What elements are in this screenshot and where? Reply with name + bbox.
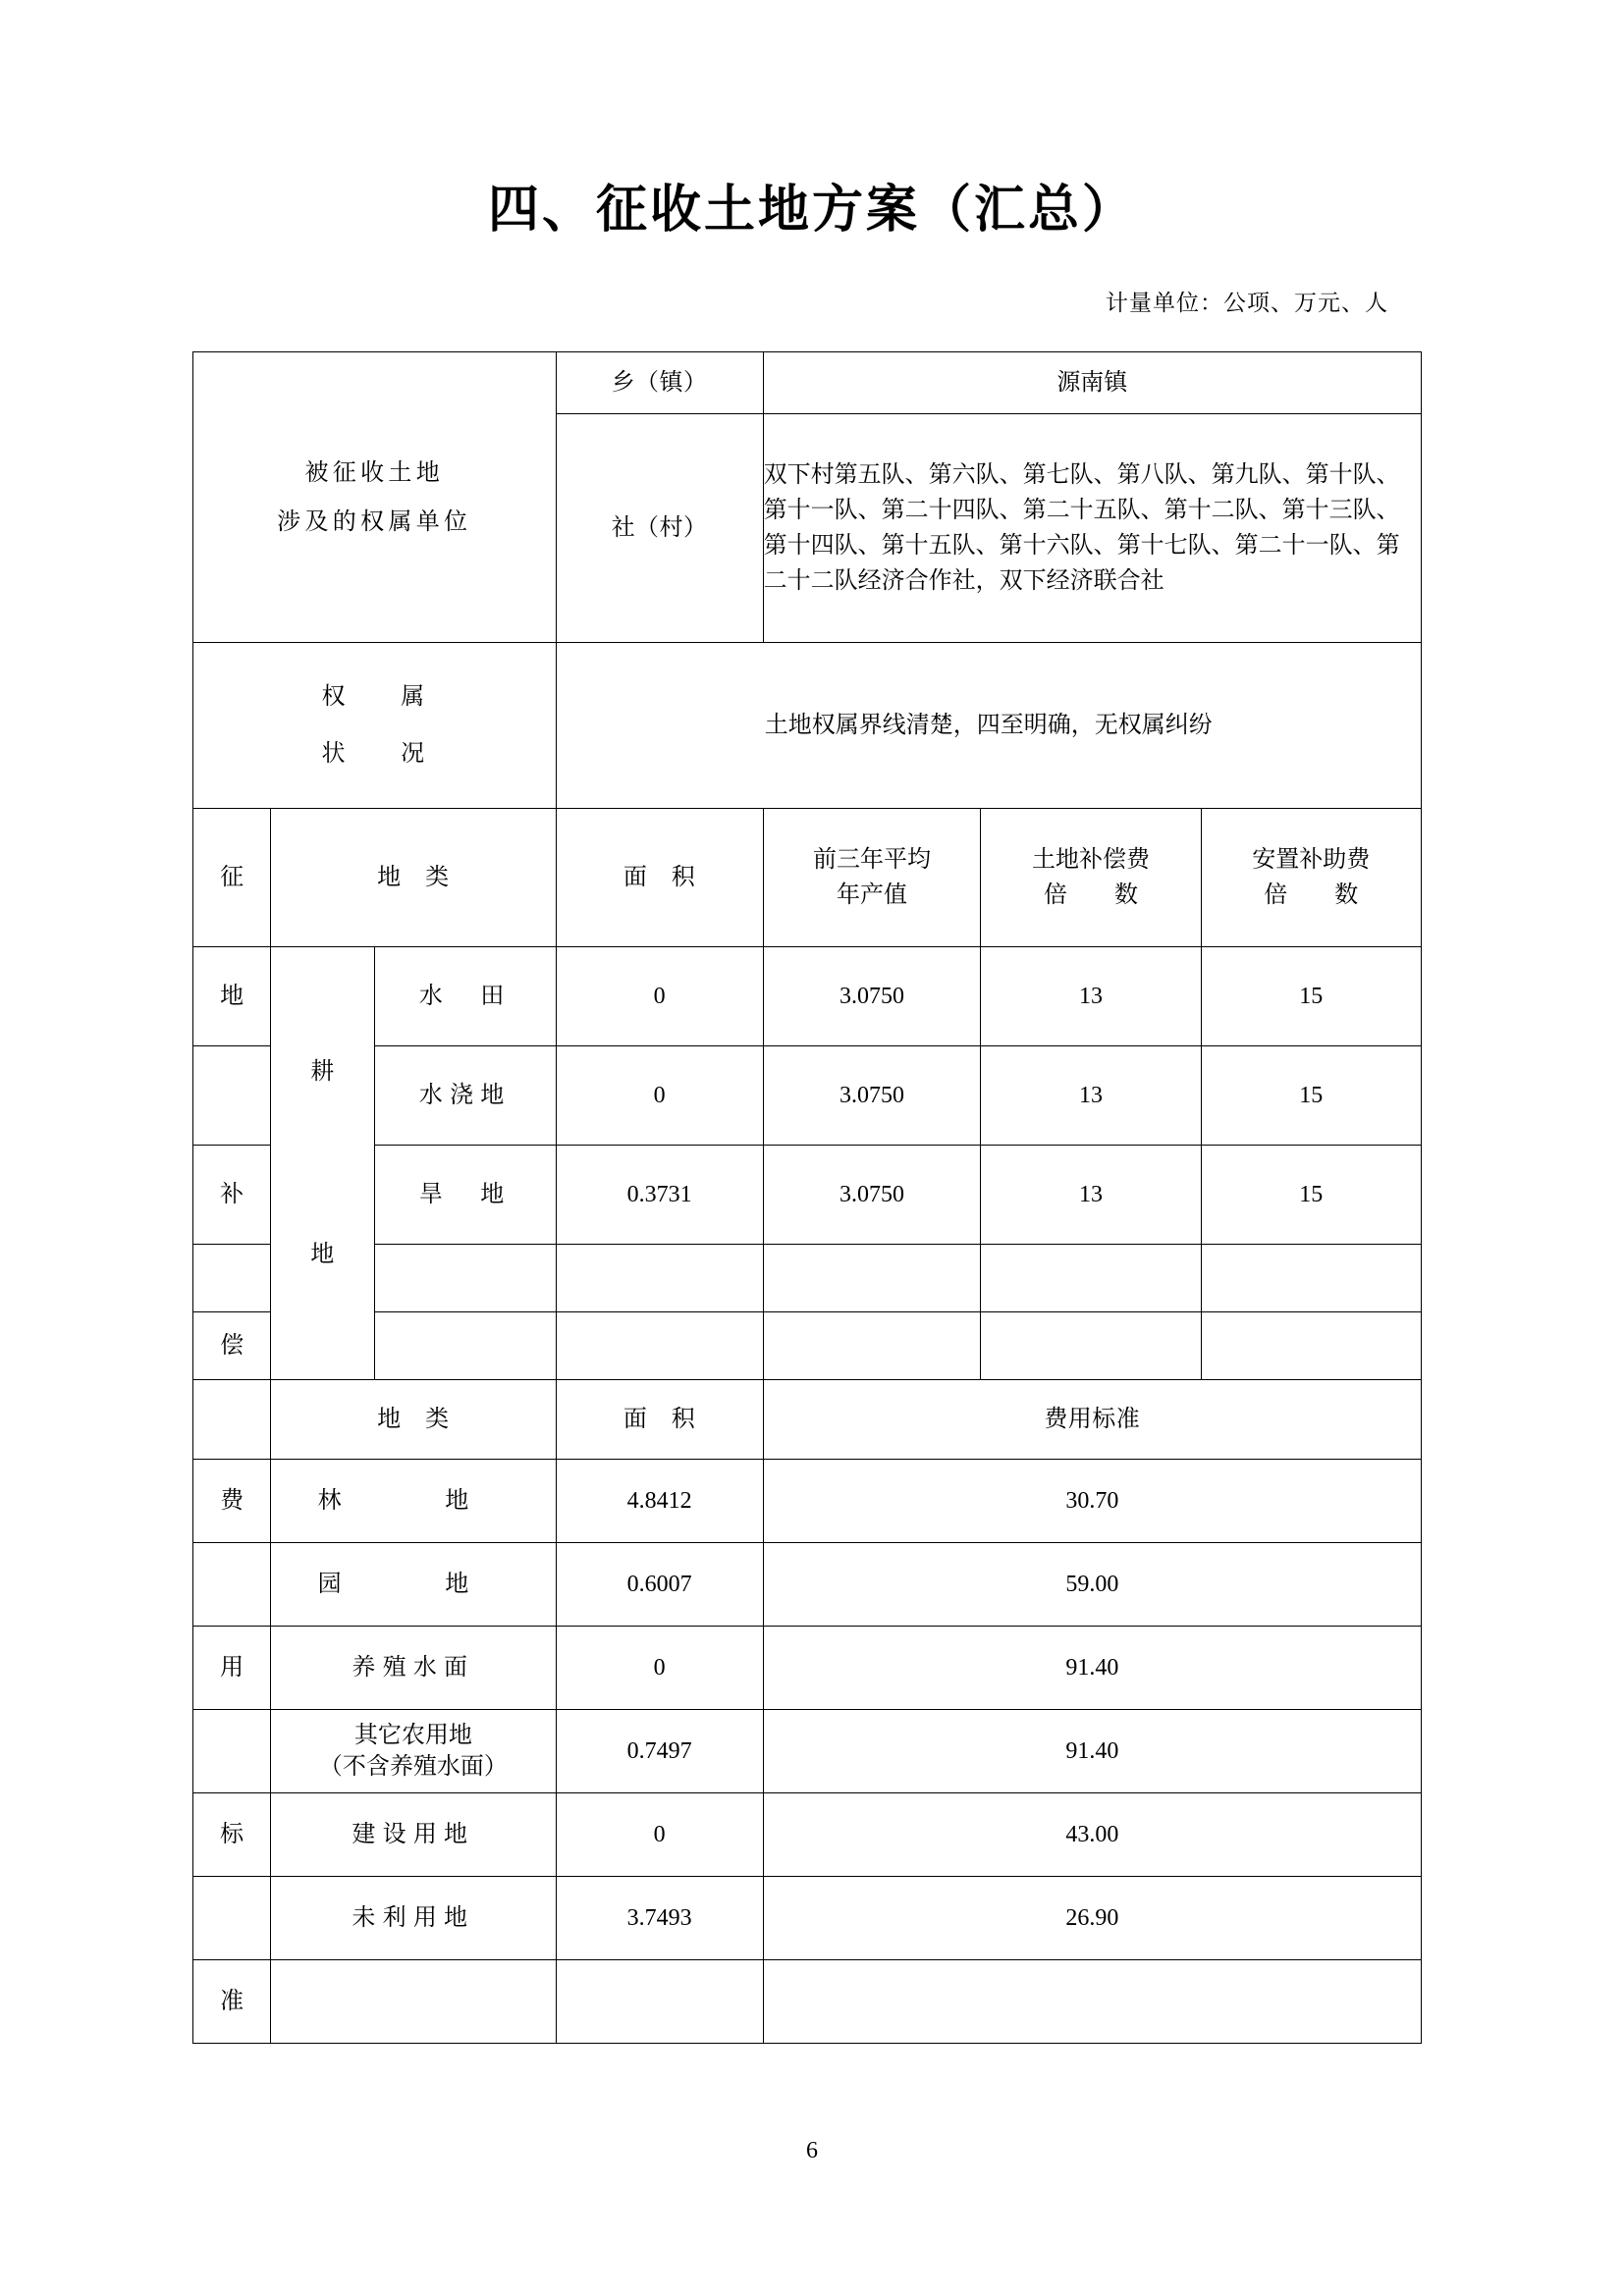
spine-char-3: 偿	[193, 1312, 271, 1380]
township-label: 乡（镇）	[556, 352, 763, 414]
fee-land-type-line2: （不含养殖水面）	[318, 1754, 508, 1780]
main-grid	[192, 351, 1422, 2044]
spine-blank-1	[193, 1046, 271, 1146]
avg-output-cell	[763, 1312, 981, 1380]
area-cell: 0	[556, 1046, 763, 1146]
spine-char-5: 用	[193, 1627, 271, 1710]
land-compensation-cell: 13	[981, 1046, 1201, 1146]
table-row	[193, 1710, 1422, 1793]
spine-char-4: 费	[193, 1460, 271, 1543]
fee-area-cell: 0	[556, 1793, 763, 1877]
arable-group-label-bottom: 地	[310, 1242, 335, 1267]
table-row	[193, 1312, 1422, 1380]
table-row	[193, 1877, 1422, 1960]
table-row	[193, 1793, 1422, 1877]
ownership-units-label	[193, 352, 557, 643]
resettlement-cell: 15	[1201, 1146, 1421, 1245]
fee-standard-cell: 26.90	[763, 1877, 1421, 1960]
header-resettlement-subsidy-line2: 倍 数	[1264, 882, 1359, 908]
area-cell: 0.3731	[556, 1146, 763, 1245]
avg-output-cell	[763, 1245, 981, 1312]
table-row	[193, 1046, 1422, 1146]
village-label: 社（村）	[556, 414, 763, 643]
spine-char-7: 准	[193, 1960, 271, 2044]
header-avg-output-line1: 前三年平均	[812, 847, 931, 873]
ownership-status-value: 土地权属界线清楚，四至明确，无权属纠纷	[556, 643, 1422, 809]
fee-header-standard: 费用标准	[763, 1380, 1421, 1460]
land-type-cell	[374, 1245, 556, 1312]
table-row-township	[193, 352, 1422, 414]
fee-land-type-cell: 养殖水面	[271, 1627, 556, 1710]
fee-header-area: 面 积	[556, 1380, 763, 1460]
land-type-cell	[374, 1312, 556, 1380]
fee-land-type-cell: 林 地	[271, 1460, 556, 1543]
table-row	[193, 1543, 1422, 1627]
table-row	[193, 1460, 1422, 1543]
land-compensation-cell: 13	[981, 1146, 1201, 1245]
fee-area-cell: 4.8412	[556, 1460, 763, 1543]
table-row	[193, 1146, 1422, 1245]
table-row	[193, 1960, 1422, 2044]
spine-char-6: 标	[193, 1793, 271, 1877]
fee-land-type-cell: 园 地	[271, 1543, 556, 1627]
spine-blank-2	[193, 1245, 271, 1312]
ownership-status-label-line2: 状 况	[321, 741, 428, 767]
resettlement-cell	[1201, 1312, 1421, 1380]
spine-blank-3	[193, 1380, 271, 1460]
land-compensation-cell: 13	[981, 947, 1201, 1046]
avg-output-cell: 3.0750	[763, 1046, 981, 1146]
ownership-status-label-line1: 权 属	[321, 684, 428, 710]
spine-blank-4	[193, 1543, 271, 1627]
header-resettlement-subsidy	[1201, 809, 1421, 947]
header-resettlement-subsidy-line1: 安置补助费	[1252, 847, 1371, 873]
arable-group-label	[271, 947, 375, 1380]
ownership-units-label-line2: 涉及的权属单位	[277, 508, 472, 535]
resettlement-cell	[1201, 1245, 1421, 1312]
land-compensation-cell	[981, 1312, 1201, 1380]
arable-group-label-top: 耕	[310, 1059, 335, 1085]
fee-standard-cell: 30.70	[763, 1460, 1421, 1543]
fee-area-cell: 0.6007	[556, 1543, 763, 1627]
header-avg-output	[763, 809, 981, 947]
fee-standard-cell: 91.40	[763, 1627, 1421, 1710]
table-row	[193, 1627, 1422, 1710]
header-land-compensation-line2: 倍 数	[1043, 882, 1138, 908]
village-value: 双下村第五队、第六队、第七队、第八队、第九队、第十队、第十一队、第二十四队、第二十五队、第十二队、第十三队、第十四队、第十五队、第十六队、第十七队、第二十一队、第二十二队经济合作社，双下经济联合社	[763, 414, 1421, 643]
fee-area-cell	[556, 1960, 763, 2044]
fee-land-type-cell	[271, 1960, 556, 2044]
header-land-type: 地 类	[271, 809, 556, 947]
table-row	[193, 1245, 1422, 1312]
fee-standard-cell: 59.00	[763, 1543, 1421, 1627]
header-land-compensation	[981, 809, 1201, 947]
spine-blank-6	[193, 1877, 271, 1960]
township-value: 源南镇	[763, 352, 1421, 414]
measurement-unit-note: 计量单位：公项、万元、人	[1106, 291, 1388, 315]
spine-char-2: 补	[193, 1146, 271, 1245]
land-type-cell: 水浇地	[374, 1046, 556, 1146]
fee-standard-cell: 43.00	[763, 1793, 1421, 1877]
land-acquisition-table	[192, 351, 1422, 2044]
fee-area-cell: 0	[556, 1627, 763, 1710]
page-title: 四、征收土地方案（汇总）	[487, 183, 1136, 239]
header-area: 面 积	[556, 809, 763, 947]
table-row-fee-header	[193, 1380, 1422, 1460]
land-compensation-cell	[981, 1245, 1201, 1312]
land-type-cell: 旱 地	[374, 1146, 556, 1245]
area-cell	[556, 1245, 763, 1312]
area-cell	[556, 1312, 763, 1380]
fee-land-type-line1: 其它农用地	[353, 1722, 472, 1748]
fee-standard-cell: 91.40	[763, 1710, 1421, 1793]
fee-area-cell: 0.7497	[556, 1710, 763, 1793]
ownership-units-label-line1: 被征收土地	[304, 459, 445, 486]
spine-char-1: 地	[193, 947, 271, 1046]
fee-area-cell: 3.7493	[556, 1877, 763, 1960]
fee-header-land-type: 地 类	[271, 1380, 556, 1460]
spine-blank-5	[193, 1710, 271, 1793]
table-row-compensation-header	[193, 809, 1422, 947]
area-cell: 0	[556, 947, 763, 1046]
land-type-cell: 水 田	[374, 947, 556, 1046]
resettlement-cell: 15	[1201, 947, 1421, 1046]
table-row-ownership-status	[193, 643, 1422, 809]
spine-char-0: 征	[193, 809, 271, 947]
page-number: 6	[806, 2138, 818, 2163]
table-row	[193, 947, 1422, 1046]
avg-output-cell: 3.0750	[763, 1146, 981, 1245]
fee-land-type-cell: 建设用地	[271, 1793, 556, 1877]
fee-land-type-cell: 未利用地	[271, 1877, 556, 1960]
header-land-compensation-line1: 土地补偿费	[1031, 847, 1150, 873]
avg-output-cell: 3.0750	[763, 947, 981, 1046]
resettlement-cell: 15	[1201, 1046, 1421, 1146]
header-avg-output-line2: 年产值	[836, 882, 907, 908]
fee-standard-cell	[763, 1960, 1421, 2044]
ownership-status-label	[193, 643, 557, 809]
fee-land-type-cell	[271, 1710, 556, 1793]
